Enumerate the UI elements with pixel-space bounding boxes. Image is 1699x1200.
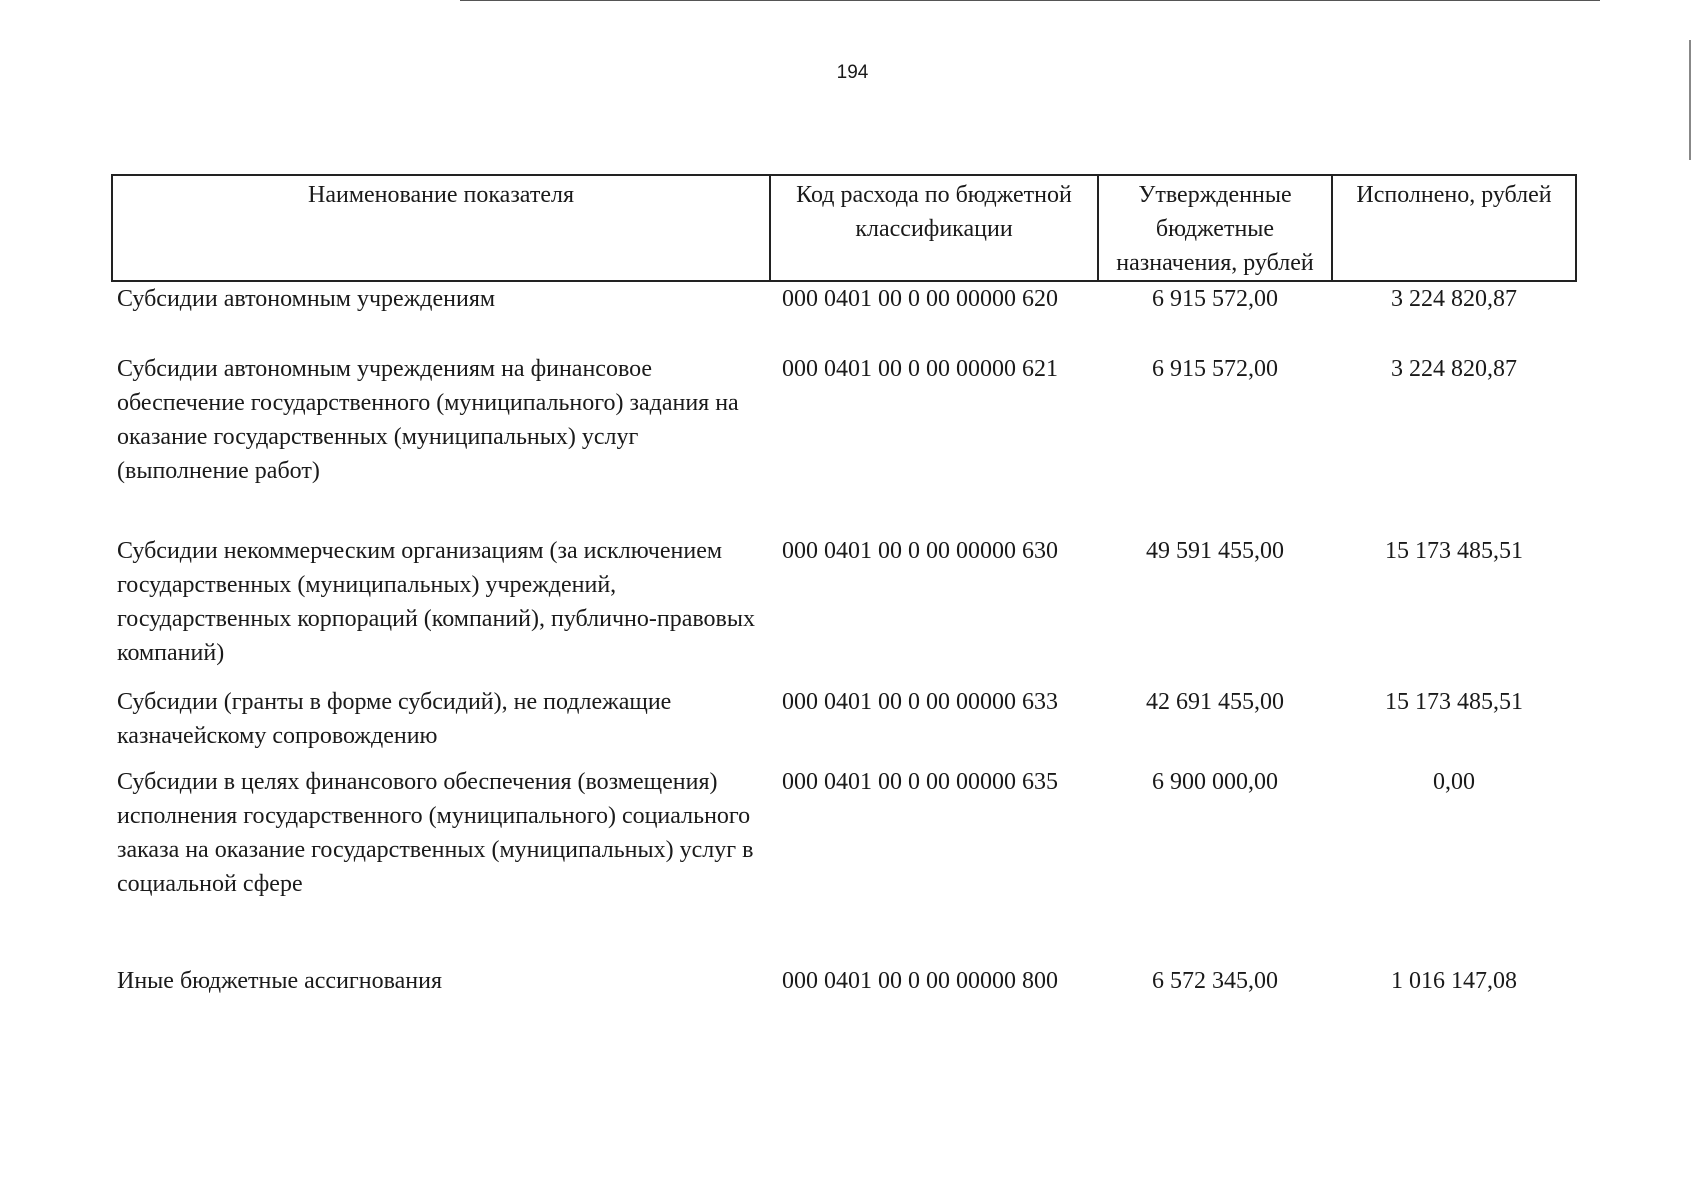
cell-approved-amount: 6 915 572,00 — [1152, 286, 1278, 312]
cell-indicator-name: Субсидии в целях финансового обеспечения (возмещения) исполнения государственного (муниципального) социального заказа на оказание государственных (муниципальных) услуг в социальной сфере — [117, 769, 754, 897]
table-row — [112, 685, 1576, 765]
cell-expense-code: 000 0401 00 0 00 00000 620 — [782, 286, 1058, 312]
table-row — [112, 765, 1576, 964]
cell-expense-code: 000 0401 00 0 00 00000 630 — [782, 538, 1058, 564]
cell-approved-amount: 42 691 455,00 — [1146, 689, 1284, 715]
header-indicator-name: Наименование показателя — [112, 175, 770, 281]
header-executed-amount: Исполнено, рублей — [1332, 175, 1576, 281]
cell-expense-code: 000 0401 00 0 00 00000 621 — [782, 356, 1058, 382]
cell-executed-amount: 1 016 147,08 — [1391, 968, 1517, 994]
table-header-row — [112, 175, 1576, 281]
cell-indicator-name: Субсидии автономным учреждениям — [117, 286, 496, 312]
cell-expense-code: 000 0401 00 0 00 00000 633 — [782, 689, 1058, 715]
cell-approved-amount: 6 900 000,00 — [1152, 769, 1278, 795]
cell-expense-code: 000 0401 00 0 00 00000 635 — [782, 769, 1058, 795]
cell-indicator-name: Иные бюджетные ассигнования — [117, 968, 442, 994]
cell-executed-amount: 0,00 — [1433, 769, 1475, 795]
header-expense-code: Код расхода по бюджетной классификации — [770, 175, 1098, 281]
table-row — [112, 281, 1576, 352]
cell-approved-amount: 49 591 455,00 — [1146, 538, 1284, 564]
budget-execution-table — [111, 174, 1577, 1004]
scan-top-border — [460, 0, 1600, 1]
cell-approved-amount: 6 915 572,00 — [1152, 356, 1278, 382]
cell-approved-amount: 6 572 345,00 — [1152, 968, 1278, 994]
table-row — [112, 352, 1576, 534]
cell-expense-code: 000 0401 00 0 00 00000 800 — [782, 968, 1058, 994]
page-number: 194 — [836, 62, 869, 83]
cell-executed-amount: 3 224 820,87 — [1391, 356, 1517, 382]
cell-indicator-name: Субсидии автономным учреждениям на финансовое обеспечение государственного (муниципального) задания на оказание государственных (муниципальных) услуг (выполнение работ) — [117, 356, 739, 484]
table-row — [112, 964, 1576, 1004]
cell-indicator-name: Субсидии некоммерческим организациям (за исключением государственных (муниципальных) учреждений, государственных корпораций (компаний), публично-правовых компаний) — [117, 538, 755, 666]
cell-executed-amount: 15 173 485,51 — [1385, 538, 1523, 564]
cell-indicator-name: Субсидии (гранты в форме субсидий), не подлежащие казначейскому сопровождению — [117, 689, 672, 749]
cell-executed-amount: 15 173 485,51 — [1385, 689, 1523, 715]
header-approved-amount: Утвержденные бюджетные назначения, рублей — [1098, 175, 1332, 281]
scan-right-edge — [1689, 40, 1691, 160]
table-row — [112, 534, 1576, 685]
cell-executed-amount: 3 224 820,87 — [1391, 286, 1517, 312]
